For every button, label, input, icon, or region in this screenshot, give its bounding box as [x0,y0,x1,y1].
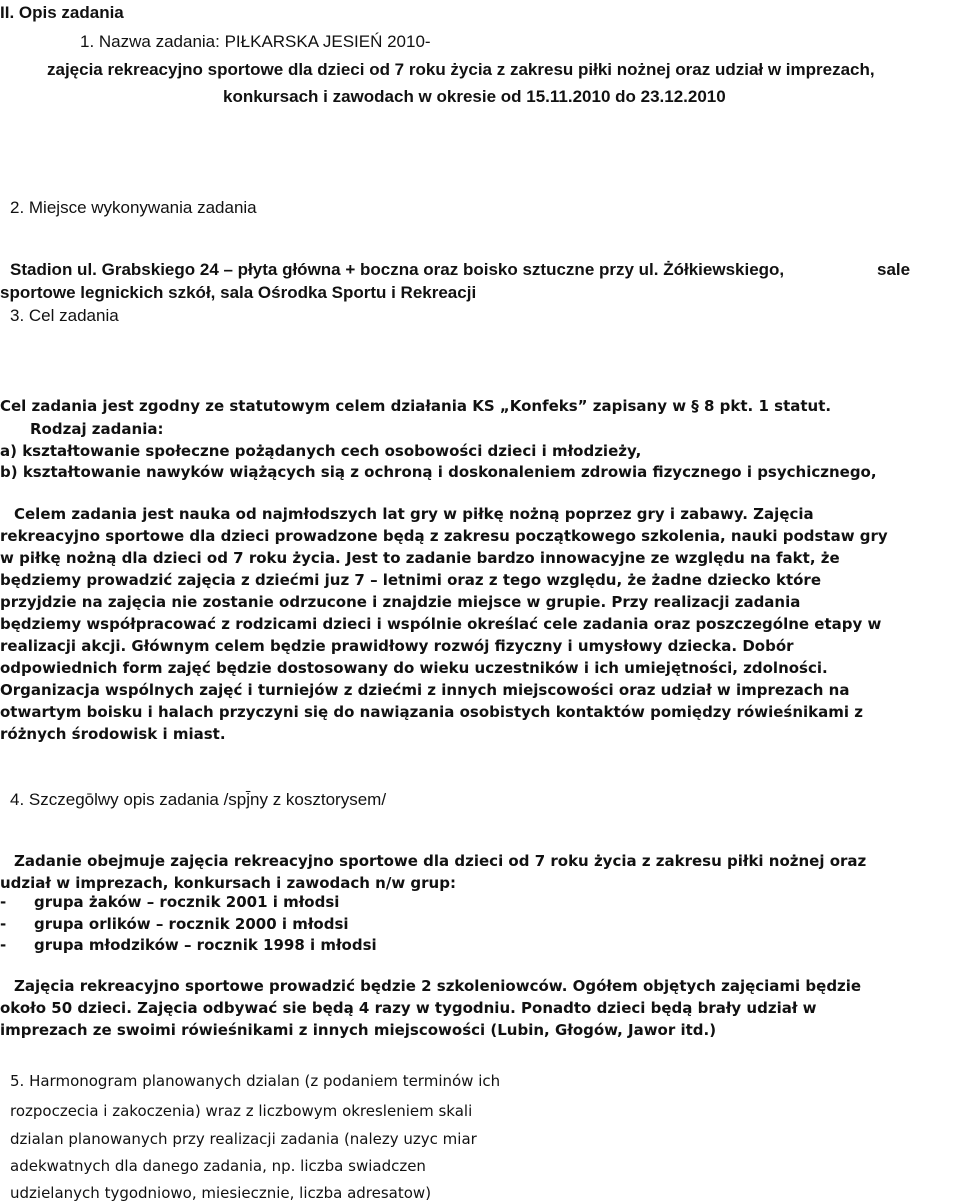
task-type-point-b: b) kształtowanie nawyków wiążących sią z ochroną i doskonaleniem zdrowia fizycznego i psychicznego, [0,463,877,481]
location-line-1: Stadion ul. Grabskiego 24 – płyta główna + boczna oraz boisko sztuczne przy ul. Żółkiewskiego, [10,260,785,279]
task-name-line: 1. Nazwa zadania: PIŁKARSKA JESIEŃ 2010- [80,32,431,51]
detail-paragraph-2-line: imprezach ze swoimi rówieśnikami z innych miejscowości (Lubin, Głogów, Jawor itd.) [0,1021,717,1039]
list-item: - grupa młodzików – rocznik 1998 i młodsi [0,936,377,954]
task-description-line-2: konkursach i zawodach w okresie od 15.11.2010 do 23.12.2010 [223,87,726,106]
goal-paragraph-line: realizacji akcji. Głównym celem będzie prawidłowy rozwój fizyczny i umysłowy dziecka. Dobór [0,637,794,655]
goal-paragraph-line: przyjdzie na zajęcia nie zostanie odrzucone i znajdzie miejsce w grupie. Przy realizacji zadania [0,593,801,611]
schedule-heading-line: rozpoczecia i zakoczenia) wraz z liczbowym okresleniem skali [10,1102,473,1120]
detail-heading: 4. Szczegōlwy opis zadania /spj̄ny z kosztorysem/ [10,790,387,809]
goal-paragraph-line: Organizacja wspólnych zajęć i turniejów z dziećmi z innych miejscowości oraz udział w imprezach na [0,681,850,699]
goal-statement: Cel zadania jest zgodny ze statutowym celem działania KS „Konfeks” zapisany w § 8 pkt. 1 statut. [0,397,832,415]
list-item: - grupa żaków – rocznik 2001 i młodsi [0,893,340,911]
goal-paragraph-line: będziemy współpracować z rodzicami dzieci i wspólnie określać cele zadania oraz poszczególne etapy w [0,615,882,633]
task-type-label: Rodzaj zadania: [30,420,164,438]
schedule-heading-line: dzialan planowanych przy realizacji zadania (nalezy uzyc miar [10,1130,477,1148]
goal-paragraph-line: różnych środowisk i miast. [0,725,226,743]
goal-paragraph-line: Celem zadania jest nauka od najmłodszych lat gry w piłkę nożną poprzez gry i zabawy. Zajęcia [14,505,814,523]
schedule-heading-line: adekwatnych dla danego zadania, np. liczba swiadczen [10,1157,426,1175]
detail-paragraph-2-line: Zajęcia rekreacyjno sportowe prowadzić będzie 2 szkoleniowców. Ogółem objętych zajęciami będzie [14,977,862,995]
goal-paragraph-line: otwartym boisku i halach przyczyni się do nawiązania osobistych kontaktów pomiędzy rówieśnikami z [0,703,863,721]
task-type-point-a: a) kształtowanie społeczne pożądanych cech osobowości dzieci i młodzieży, [0,442,642,460]
goal-paragraph-line: będziemy prowadzić zajęcia z dziećmi juz 7 – letnimi oraz z tego względu, że żadne dziecko które [0,571,821,589]
schedule-heading-line: 5. Harmonogram planowanych dzialan (z podaniem terminów ich [10,1072,501,1090]
goal-heading: 3. Cel zadania [10,306,119,325]
goal-paragraph-line: w piłkę nożną dla dzieci od 7 roku życia. Jest to zadanie bardzo innowacyjne ze względu na fakt, że [0,549,840,567]
location-line-1-tail: sale [877,260,911,279]
detail-paragraph-2-line: około 50 dzieci. Zajęcia odbywać sie będą 4 razy w tygodniu. Ponadto dzieci będą brały udział w [0,999,817,1017]
list-item: - grupa orlików – rocznik 2000 i młodsi [0,915,349,933]
section-title: II. Opis zadania [0,3,124,22]
goal-paragraph-line: odpowiednich form zajęć będzie dostosowany do wieku uczestników i ich umiejętności, zdolności. [0,659,828,677]
location-heading: 2. Miejsce wykonywania zadania [10,198,257,217]
schedule-heading-line: udzielanych tygodniowo, miesiecznie, liczba adresatow) [10,1184,432,1202]
goal-paragraph-line: rekreacyjno sportowe dla dzieci prowadzone będą z zakresu początkowego szkolenia, nauki podstaw gry [0,527,888,545]
task-description-line-1: zajęcia rekreacyjno sportowe dla dzieci od 7 roku życia z zakresu piłki nożnej oraz udział w imprezach, [47,60,875,79]
location-line-2: sportowe legnickich szkół, sala Ośrodka Sportu i Rekreacji [0,283,477,302]
detail-paragraph-line: Zadanie obejmuje zajęcia rekreacyjno sportowe dla dzieci od 7 roku życia z zakresu piłki nożnej oraz [14,852,867,870]
detail-paragraph-line: udział w imprezach, konkursach i zawodach n/w grup: [0,874,456,892]
